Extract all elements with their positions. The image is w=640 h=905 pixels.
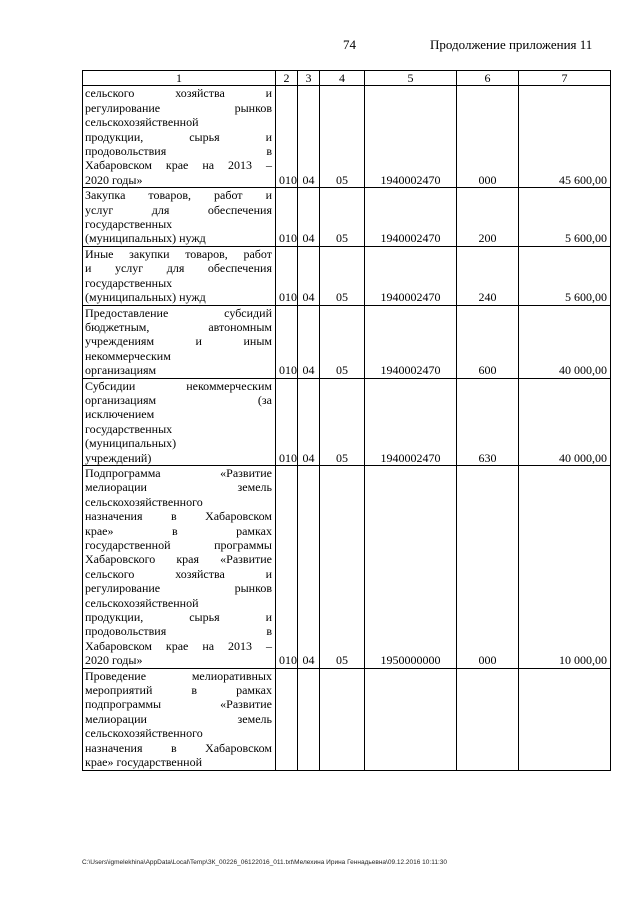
file-path-footer: C:\Users\igmelekhina\AppData\Local\Temp\ЗК_00226_06122016_011.txt\Мелехина Ирина Геннадьевна\09.12.2016 10:11:30 bbox=[82, 859, 447, 866]
row-name-line: продукции, сырья и bbox=[85, 129, 272, 144]
row-name-line: государственных bbox=[85, 275, 173, 290]
ministry-code-cell: 010 bbox=[276, 465, 298, 668]
row-name-line: сельскохозяйственной bbox=[85, 595, 199, 610]
row-name-line: Хабаровского края «Развитие bbox=[85, 552, 272, 567]
ministry-code-cell: 010 bbox=[276, 305, 298, 378]
row-name-line: регулирование рынков bbox=[85, 100, 272, 115]
ministry-code-cell: 010 bbox=[276, 188, 298, 247]
expense-type-cell: 000 bbox=[457, 465, 519, 668]
section-code-cell: 04 bbox=[298, 86, 320, 188]
amount-cell: 5 600,00 bbox=[519, 246, 611, 305]
table-header-row bbox=[83, 71, 611, 86]
amount-cell: 10 000,00 bbox=[519, 465, 611, 668]
row-name-line: государственных bbox=[85, 421, 173, 436]
subsection-code-cell: 05 bbox=[320, 378, 365, 465]
row-name-line: учреждений) bbox=[85, 450, 152, 465]
subsection-code-cell: 05 bbox=[320, 188, 365, 247]
table-row bbox=[83, 86, 611, 188]
budget-table bbox=[82, 70, 611, 771]
table-row bbox=[83, 305, 611, 378]
row-name-line: регулирование рынков bbox=[85, 581, 272, 596]
row-name-cell bbox=[83, 86, 276, 188]
row-name-line: исключением bbox=[85, 407, 155, 422]
target-article-cell: 1940002470 bbox=[365, 246, 457, 305]
amount-cell bbox=[519, 668, 611, 770]
column-header: 7 bbox=[519, 71, 611, 86]
column-header: 1 bbox=[83, 71, 276, 86]
row-name-line: сельскохозяйственного bbox=[85, 726, 203, 741]
row-name-line: сельского хозяйства и bbox=[85, 86, 272, 101]
row-name-line: продовольствия в bbox=[85, 144, 272, 159]
row-name-cell bbox=[83, 668, 276, 770]
row-name-line: сельскохозяйственного bbox=[85, 494, 203, 509]
row-name-cell bbox=[83, 188, 276, 247]
column-header: 5 bbox=[365, 71, 457, 86]
row-name-line: бюджетным, автономным bbox=[85, 319, 272, 334]
table-row bbox=[83, 246, 611, 305]
target-article-cell bbox=[365, 668, 457, 770]
section-code-cell bbox=[298, 668, 320, 770]
row-name-line: учреждениям и иным bbox=[85, 334, 272, 349]
row-name-line: 2020 годы» bbox=[85, 172, 143, 187]
row-name-line: некоммерческим bbox=[85, 348, 171, 363]
row-name-line: Подпрограмма «Развитие bbox=[85, 465, 272, 480]
row-name-line: назначения в Хабаровском bbox=[85, 509, 272, 524]
table-row bbox=[83, 465, 611, 668]
row-name-line: (муниципальных) нужд bbox=[85, 231, 206, 246]
ministry-code-cell: 010 bbox=[276, 246, 298, 305]
row-name-line: мелиорации земель bbox=[85, 480, 272, 495]
row-name-line: Иные закупки товаров, работ bbox=[85, 246, 272, 261]
subsection-code-cell: 05 bbox=[320, 246, 365, 305]
row-name-line: и услуг для обеспечения bbox=[85, 261, 272, 276]
expense-type-cell: 200 bbox=[457, 188, 519, 247]
table-row bbox=[83, 378, 611, 465]
table-row bbox=[83, 188, 611, 247]
column-header: 3 bbox=[298, 71, 320, 86]
section-code-cell: 04 bbox=[298, 246, 320, 305]
section-code-cell: 04 bbox=[298, 188, 320, 247]
row-name-line: 2020 годы» bbox=[85, 653, 143, 668]
expense-type-cell bbox=[457, 668, 519, 770]
row-name-cell bbox=[83, 246, 276, 305]
subsection-code-cell: 05 bbox=[320, 305, 365, 378]
row-name-line: продовольствия в bbox=[85, 624, 272, 639]
row-name-line: крае» в рамках bbox=[85, 523, 272, 538]
amount-cell: 40 000,00 bbox=[519, 305, 611, 378]
subsection-code-cell: 05 bbox=[320, 465, 365, 668]
row-name-cell bbox=[83, 378, 276, 465]
table-row bbox=[83, 668, 611, 770]
row-name-line: Хабаровском крае на 2013 – bbox=[85, 638, 272, 653]
row-name-line: Проведение мелиоративных bbox=[85, 668, 272, 683]
column-header: 4 bbox=[320, 71, 365, 86]
amount-cell: 40 000,00 bbox=[519, 378, 611, 465]
row-name-line: Хабаровском крае на 2013 – bbox=[85, 158, 272, 173]
row-name-cell bbox=[83, 465, 276, 668]
target-article-cell: 1950000000 bbox=[365, 465, 457, 668]
page-number: 74 bbox=[343, 37, 356, 52]
target-article-cell: 1940002470 bbox=[365, 188, 457, 247]
row-name-line: подпрограммы «Развитие bbox=[85, 697, 272, 712]
row-name-cell bbox=[83, 305, 276, 378]
subsection-code-cell bbox=[320, 668, 365, 770]
row-name-line: Закупка товаров, работ и bbox=[85, 188, 272, 203]
row-name-line: мероприятий в рамках bbox=[85, 683, 272, 698]
row-name-line: назначения в Хабаровском bbox=[85, 740, 272, 755]
section-code-cell: 04 bbox=[298, 305, 320, 378]
row-name-line: государственных bbox=[85, 217, 173, 232]
row-name-line: сельского хозяйства и bbox=[85, 566, 272, 581]
row-name-line: Субсидии некоммерческим bbox=[85, 378, 272, 393]
row-name-line: организациям (за bbox=[85, 392, 272, 407]
row-name-line: услуг для обеспечения bbox=[85, 202, 272, 217]
row-name-line: государственной программы bbox=[85, 538, 272, 552]
amount-cell: 5 600,00 bbox=[519, 188, 611, 247]
section-code-cell: 04 bbox=[298, 465, 320, 668]
expense-type-cell: 240 bbox=[457, 246, 519, 305]
subsection-code-cell: 05 bbox=[320, 86, 365, 188]
row-name-line: (муниципальных) нужд bbox=[85, 290, 206, 305]
section-code-cell: 04 bbox=[298, 378, 320, 465]
column-header: 6 bbox=[457, 71, 519, 86]
amount-cell: 45 600,00 bbox=[519, 86, 611, 188]
target-article-cell: 1940002470 bbox=[365, 305, 457, 378]
column-header: 2 bbox=[276, 71, 298, 86]
row-name-line: крае» государственной bbox=[85, 755, 203, 770]
expense-type-cell: 630 bbox=[457, 378, 519, 465]
page-title: Продолжение приложения 11 bbox=[430, 37, 593, 52]
row-name-line: организациям bbox=[85, 363, 157, 378]
ministry-code-cell bbox=[276, 668, 298, 770]
row-name-line: Предоставление субсидий bbox=[85, 305, 272, 320]
row-name-line: продукции, сырья и bbox=[85, 610, 272, 625]
row-name-line: (муниципальных) bbox=[85, 436, 177, 451]
expense-type-cell: 000 bbox=[457, 86, 519, 188]
expense-type-cell: 600 bbox=[457, 305, 519, 378]
row-name-line: сельскохозяйственной bbox=[85, 115, 199, 130]
target-article-cell: 1940002470 bbox=[365, 378, 457, 465]
row-name-line: мелиорации земель bbox=[85, 711, 272, 726]
ministry-code-cell: 010 bbox=[276, 86, 298, 188]
ministry-code-cell: 010 bbox=[276, 378, 298, 465]
target-article-cell: 1940002470 bbox=[365, 86, 457, 188]
